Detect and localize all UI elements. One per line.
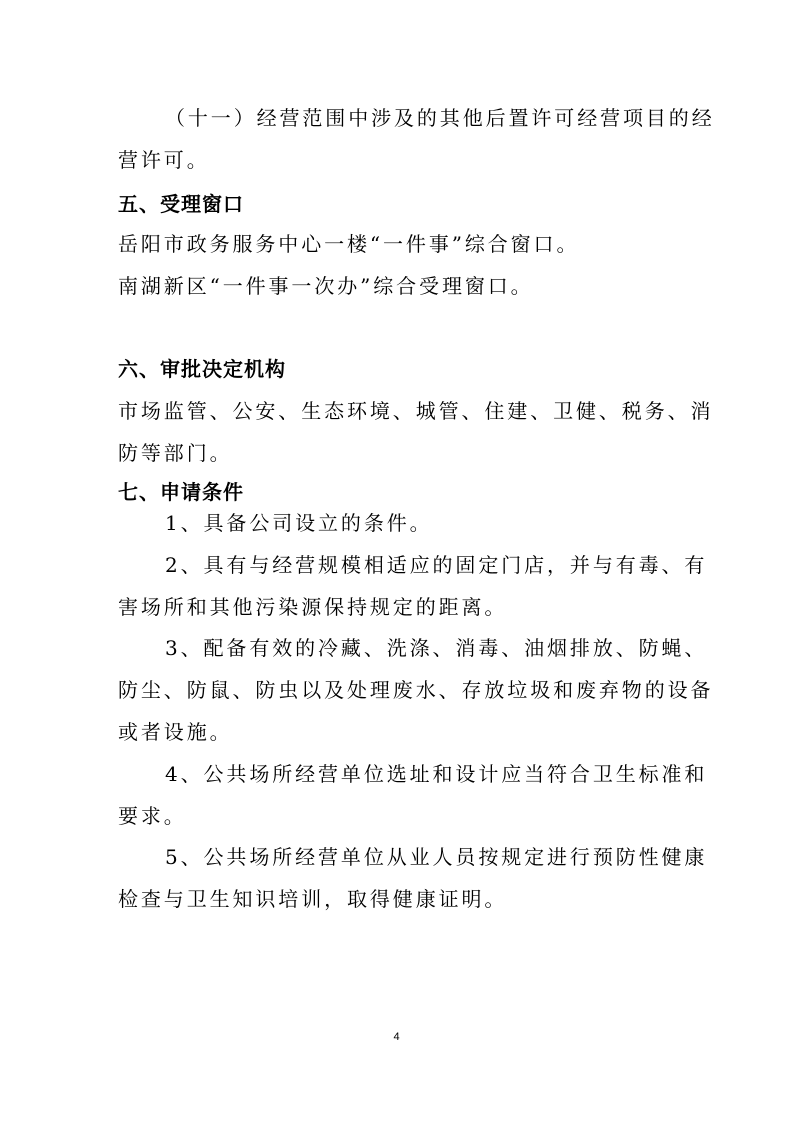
section-7-heading: 七、申请条件 xyxy=(118,480,244,504)
condition-4-line-1: 4、公共场所经营单位选址和设计应当符合卫生标准和 xyxy=(165,762,708,786)
condition-3-line-2: 防尘、防鼠、防虫以及处理废水、存放垃圾和废弃物的设备 xyxy=(118,678,714,702)
condition-1-line-1: 1、具备公司设立的条件。 xyxy=(165,511,433,535)
page-number: 4 xyxy=(393,1031,400,1043)
condition-3-line-3: 或者设施。 xyxy=(118,720,233,744)
item-11-line-1: （十一）经营范围中涉及的其他后置许可经营项目的经 xyxy=(165,106,715,130)
condition-4-line-2: 要求。 xyxy=(118,804,187,828)
condition-2-line-2: 害场所和其他污染源保持规定的距离。 xyxy=(118,595,508,619)
section-6-line-1: 市场监管、公安、生态环境、城管、住建、卫健、税务、消 xyxy=(118,399,714,423)
item-11-line-2: 营许可。 xyxy=(118,148,210,172)
condition-3-line-1: 3、配备有效的冷藏、洗涤、消毒、油烟排放、防蝇、 xyxy=(165,636,708,660)
condition-5-line-2: 检查与卫生知识培训，取得健康证明。 xyxy=(118,887,508,911)
condition-2-line-1: 2、具有与经营规模相适应的固定门店，并与有毒、有 xyxy=(165,553,708,577)
condition-5-line-1: 5、公共场所经营单位从业人员按规定进行预防性健康 xyxy=(165,845,708,869)
section-6-heading: 六、审批决定机构 xyxy=(118,357,286,381)
section-5-heading: 五、受理窗口 xyxy=(118,192,244,216)
section-5-line-1: 岳阳市政务服务中心一楼“一件事”综合窗口。 xyxy=(118,232,580,256)
section-5-line-2: 南湖新区“一件事一次办”综合受理窗口。 xyxy=(118,274,534,298)
section-6-line-2: 防等部门。 xyxy=(118,441,233,465)
